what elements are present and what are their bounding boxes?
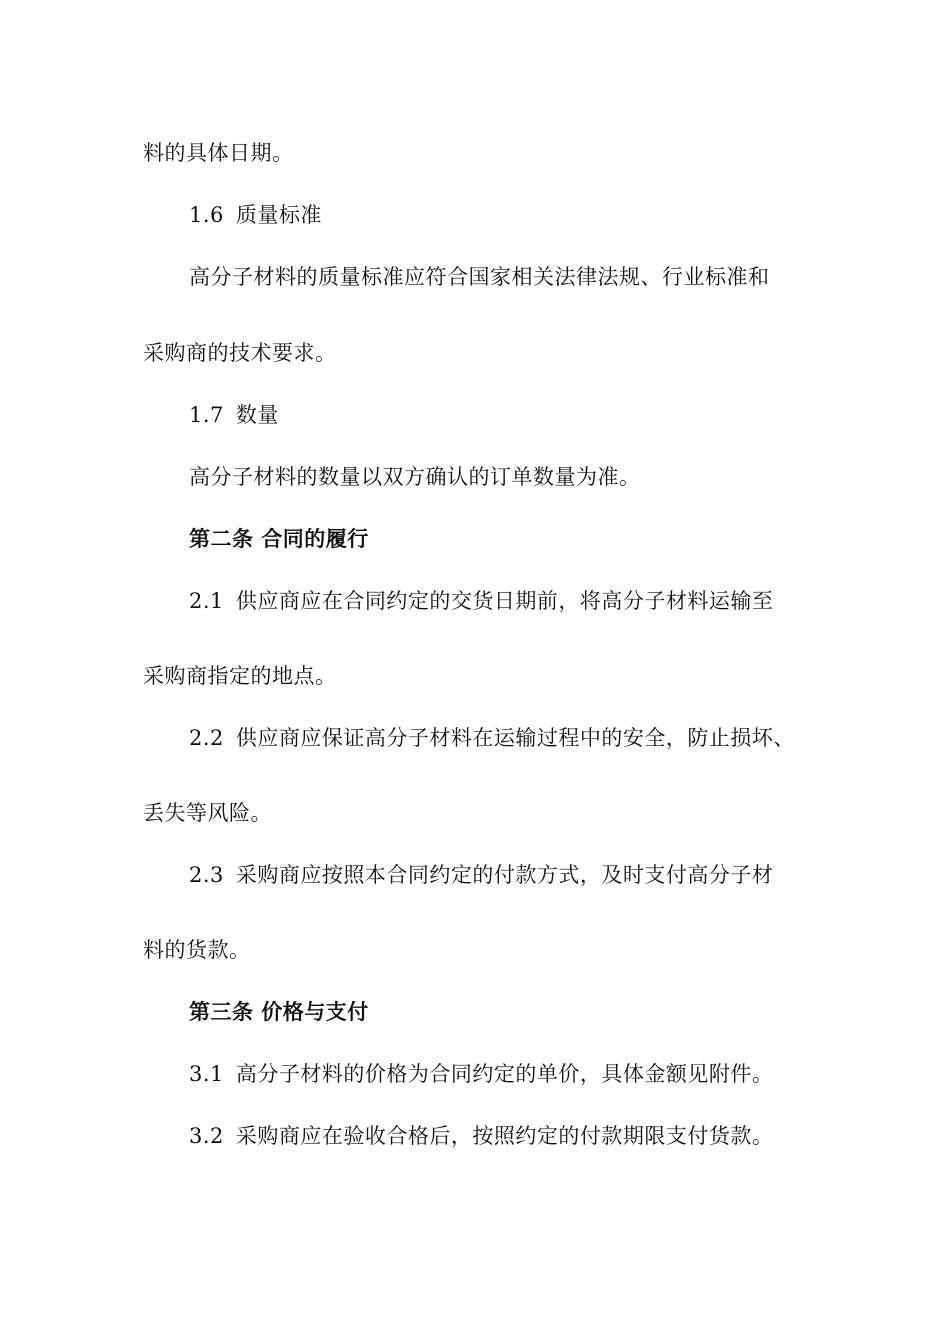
paragraph-continuation [143,139,294,167]
clause-title: 数量 [235,403,279,427]
clause-2-1 [189,587,773,615]
clause-text: 采购商应按照本合同约定的付款方式，及时支付高分子材 [235,863,774,887]
clause-text: 高分子材料的价格为合同约定的单价，具体金额见附件。 [235,1062,774,1086]
line-text: 高分子材料的质量标准应符合国家相关法律法规、行业标准和 [189,265,770,289]
paragraph-continuation [143,662,337,690]
article-2-heading [189,525,369,553]
clause-title: 质量标准 [235,203,322,227]
paragraph-line [189,463,641,491]
clause-number: 3.2 [189,1124,224,1148]
line-text: 采购商指定的地点。 [143,664,337,688]
clause-number: 1.7 [189,403,224,427]
paragraph-continuation [143,339,337,367]
clause-2-2 [189,724,795,752]
article-title: 第三条 价格与支付 [189,1000,369,1024]
line-text: 丢失等风险。 [143,801,272,825]
clause-3-1 [189,1060,773,1088]
paragraph-continuation [143,799,272,827]
line-text: 料的货款。 [143,938,251,962]
section-1-7-heading [189,401,279,429]
article-title: 第二条 合同的履行 [189,527,369,551]
paragraph-continuation [143,936,251,964]
paragraph-line [189,263,770,291]
section-1-6-heading [189,201,322,229]
clause-number: 1.6 [189,203,224,227]
line-text: 高分子材料的数量以双方确认的订单数量为准。 [189,465,641,489]
clause-number: 2.2 [189,726,224,750]
clause-number: 2.3 [189,863,224,887]
article-3-heading [189,998,369,1026]
clause-text: 供应商应保证高分子材料在运输过程中的安全，防止损坏、 [235,726,795,750]
clause-3-2 [189,1122,773,1150]
line-text: 采购商的技术要求。 [143,341,337,365]
clause-number: 2.1 [189,589,224,613]
clause-text: 采购商应在验收合格后，按照约定的付款期限支付货款。 [235,1124,774,1148]
clause-2-3 [189,861,773,889]
line-text: 料的具体日期。 [143,141,294,165]
clause-number: 3.1 [189,1062,224,1086]
clause-text: 供应商应在合同约定的交货日期前，将高分子材料运输至 [235,589,774,613]
